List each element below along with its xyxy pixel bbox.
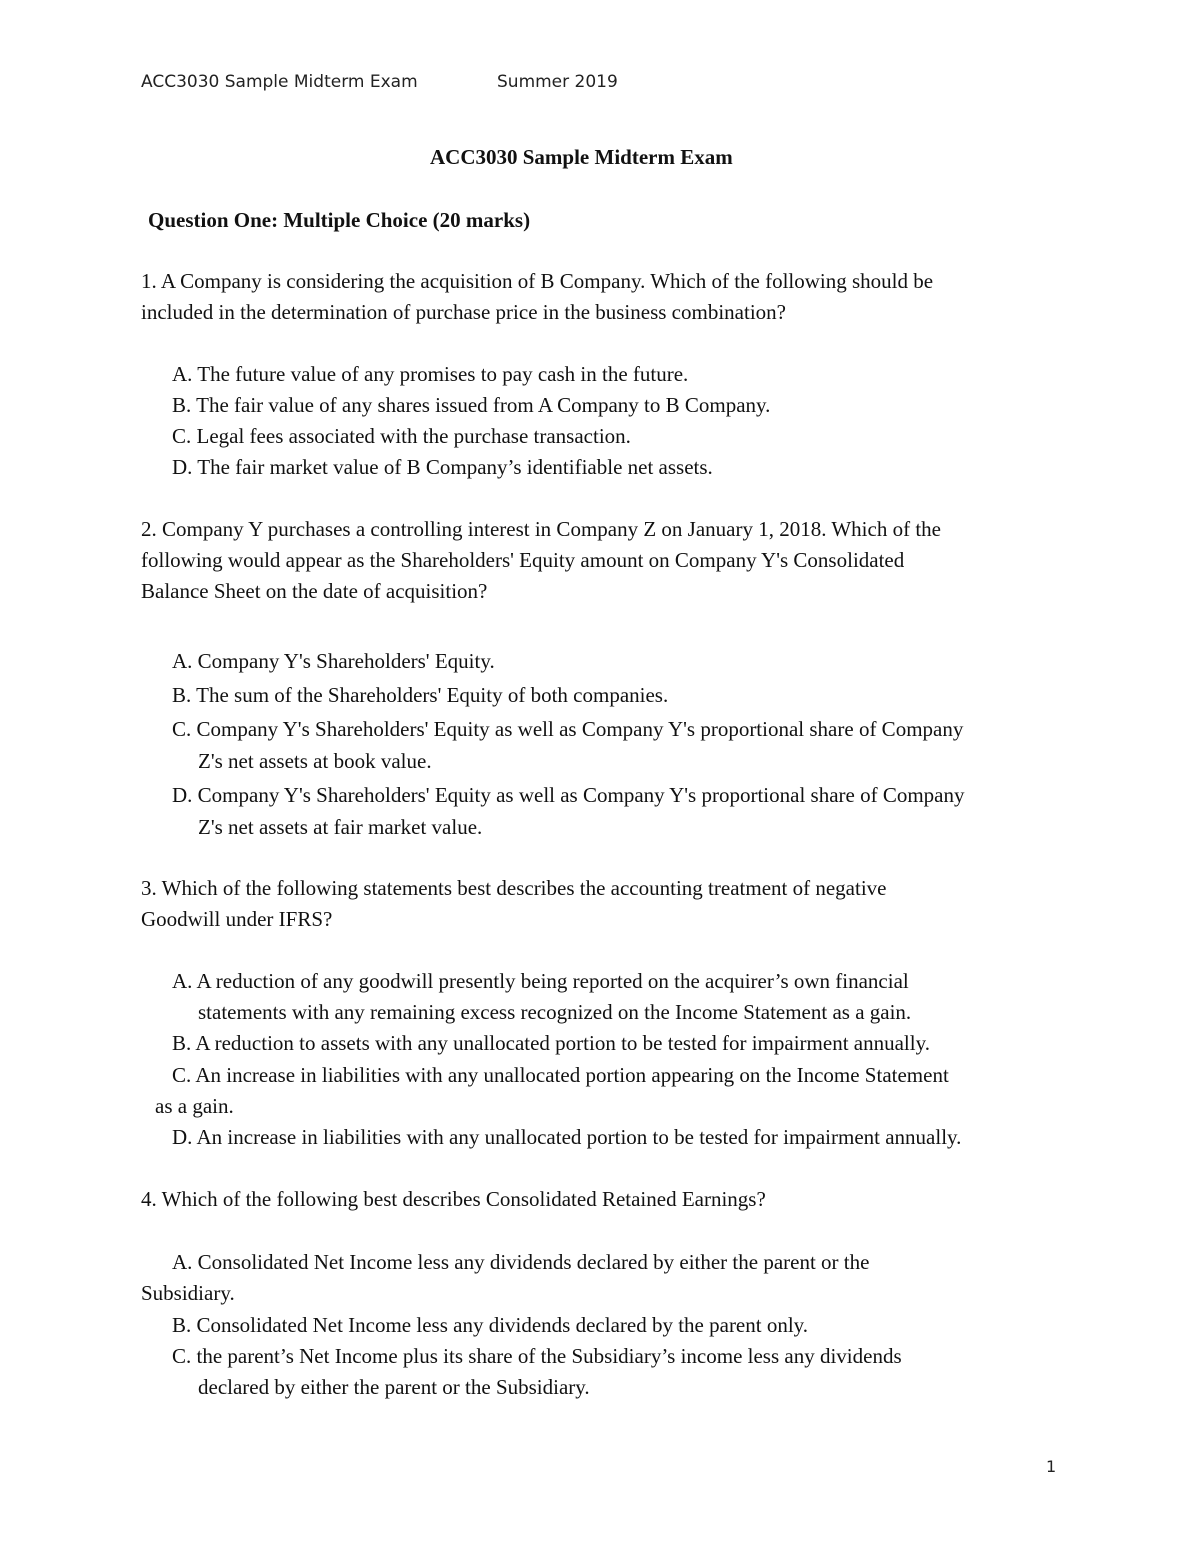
question-stem-line: Balance Sheet on the date of acquisition?: [141, 579, 488, 603]
section-heading: Question One: Multiple Choice (20 marks): [148, 208, 531, 232]
answer-option-a: A. Company Y's Shareholders' Equity.: [172, 649, 495, 673]
answer-option-c-continued: declared by either the parent or the Subsidiary.: [198, 1375, 590, 1399]
answer-option-d-continued: Z's net assets at fair market value.: [198, 815, 483, 839]
answer-option-b: B. The fair value of any shares issued from A Company to B Company.: [172, 393, 771, 417]
answer-option-d: D. The fair market value of B Company’s identifiable net assets.: [172, 455, 713, 479]
question-stem-line: 1. A Company is considering the acquisition of B Company. Which of the following should be: [141, 269, 934, 293]
answer-option-c-continued: Z's net assets at book value.: [198, 749, 432, 773]
header-term: Summer 2019: [497, 72, 618, 92]
document-title: ACC3030 Sample Midterm Exam: [430, 145, 733, 169]
question-stem-line: 4. Which of the following best describes Consolidated Retained Earnings?: [141, 1187, 766, 1211]
question-stem-line: included in the determination of purchase price in the business combination?: [141, 300, 786, 324]
answer-option-d: D. Company Y's Shareholders' Equity as well as Company Y's proportional share of Company: [172, 783, 965, 807]
answer-option-a-continued: Subsidiary.: [141, 1281, 235, 1305]
question-stem-line: 2. Company Y purchases a controlling interest in Company Z on January 1, 2018. Which of the: [141, 517, 941, 541]
answer-option-c: C. Legal fees associated with the purchase transaction.: [172, 424, 631, 448]
question-stem-line: Goodwill under IFRS?: [141, 907, 333, 931]
answer-option-c: C. An increase in liabilities with any unallocated portion appearing on the Income Statement: [172, 1063, 949, 1087]
answer-option-c-continued: as a gain.: [155, 1094, 234, 1118]
answer-option-c: C. Company Y's Shareholders' Equity as well as Company Y's proportional share of Company: [172, 717, 964, 741]
header-course-title: ACC3030 Sample Midterm Exam: [141, 72, 418, 92]
answer-option-a: A. The future value of any promises to pay cash in the future.: [172, 362, 689, 386]
answer-option-b: B. The sum of the Shareholders' Equity of both companies.: [172, 683, 669, 707]
answer-option-c: C. the parent’s Net Income plus its share of the Subsidiary’s income less any dividends: [172, 1344, 902, 1368]
running-header: [141, 72, 618, 92]
answer-option-a: A. A reduction of any goodwill presently being reported on the acquirer’s own financial: [172, 969, 909, 993]
question-stem-line: following would appear as the Shareholders' Equity amount on Company Y's Consolidated: [141, 548, 905, 572]
page-number: 1: [1046, 1457, 1057, 1476]
answer-option-b: B. A reduction to assets with any unallocated portion to be tested for impairment annually.: [172, 1031, 930, 1055]
question-stem-line: 3. Which of the following statements best describes the accounting treatment of negative: [141, 876, 887, 900]
answer-option-a-continued: statements with any remaining excess recognized on the Income Statement as a gain.: [198, 1000, 912, 1024]
answer-option-b: B. Consolidated Net Income less any dividends declared by the parent only.: [172, 1313, 809, 1337]
answer-option-a: A. Consolidated Net Income less any dividends declared by either the parent or the: [172, 1250, 870, 1274]
answer-option-d: D. An increase in liabilities with any unallocated portion to be tested for impairment annually.: [172, 1125, 962, 1149]
